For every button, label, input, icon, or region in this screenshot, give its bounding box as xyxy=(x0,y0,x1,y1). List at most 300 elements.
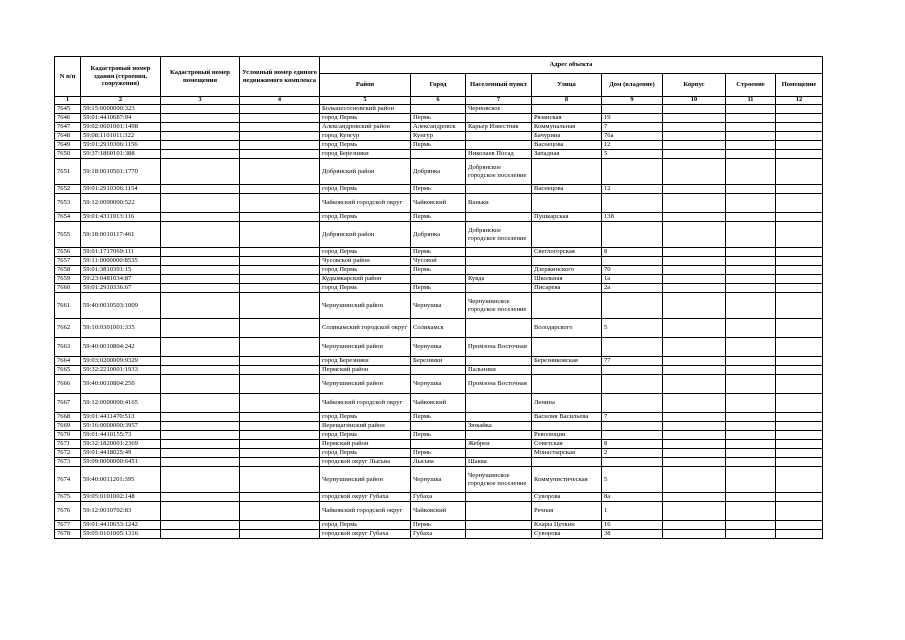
stroenie-cell xyxy=(726,194,776,213)
district-cell: городской округ Лысьва xyxy=(320,458,411,467)
settlement-cell: Черновское xyxy=(466,105,532,114)
cadastral-room-cell xyxy=(161,114,240,123)
conditional-number-cell xyxy=(240,132,320,141)
korpus-cell xyxy=(663,530,726,539)
stroenie-cell xyxy=(726,357,776,366)
table-row xyxy=(55,319,823,338)
row-number-cell: 7657 xyxy=(55,257,81,266)
table-row xyxy=(55,366,823,375)
street-cell xyxy=(532,458,602,467)
cadastral-number-cell: 59:11:0000000:8535 xyxy=(81,257,161,266)
pomeshenie-cell xyxy=(776,293,823,319)
cadastral-room-cell xyxy=(161,493,240,502)
cadastral-number-cell: 59:08:1101011:322 xyxy=(81,132,161,141)
street-cell: Светлогорская xyxy=(532,248,602,257)
cadastral-room-cell xyxy=(161,440,240,449)
row-number-cell: 7656 xyxy=(55,248,81,257)
city-cell: Пермь xyxy=(411,521,466,530)
table-row xyxy=(55,159,823,185)
row-number-cell: 7654 xyxy=(55,213,81,222)
column-number-cell: 6 xyxy=(411,97,466,105)
city-cell: Пермь xyxy=(411,114,466,123)
table-row xyxy=(55,493,823,502)
pomeshenie-cell xyxy=(776,338,823,357)
settlement-cell: Добрянское городское поселение xyxy=(466,222,532,248)
city-cell: Пермь xyxy=(411,141,466,150)
house-cell: 2а xyxy=(602,284,663,293)
korpus-cell xyxy=(663,338,726,357)
district-cell: город Пермь xyxy=(320,185,411,194)
city-cell: Березники xyxy=(411,357,466,366)
table-row xyxy=(55,357,823,366)
city-cell: Губаха xyxy=(411,530,466,539)
settlement-cell: Промзона Восточная xyxy=(466,338,532,357)
pomeshenie-cell xyxy=(776,394,823,413)
table-row xyxy=(55,150,823,159)
pomeshenie-cell xyxy=(776,467,823,493)
cadastral-number-cell: 59:15:0000000:323 xyxy=(81,105,161,114)
city-cell: Чернушка xyxy=(411,375,466,394)
house-cell: 5 xyxy=(602,150,663,159)
cadastral-room-cell xyxy=(161,375,240,394)
settlement-cell xyxy=(466,213,532,222)
stroenie-cell xyxy=(726,366,776,375)
city-cell: Чайковский xyxy=(411,194,466,213)
city-cell: Чайковский xyxy=(411,502,466,521)
district-cell: Соликамский городской округ xyxy=(320,319,411,338)
cadastral-number-cell: 59:32:2210001:1933 xyxy=(81,366,161,375)
settlement-cell: Промзона Восточная xyxy=(466,375,532,394)
cadastral-room-cell xyxy=(161,141,240,150)
stroenie-cell xyxy=(726,440,776,449)
house-cell: 1 xyxy=(602,502,663,521)
stroenie-cell xyxy=(726,449,776,458)
cadastral-room-cell xyxy=(161,422,240,431)
district-cell: Пермский район xyxy=(320,366,411,375)
korpus-cell xyxy=(663,319,726,338)
table-row xyxy=(55,132,823,141)
cadastral-number-cell: 59:12:0000000:4165 xyxy=(81,394,161,413)
stroenie-cell xyxy=(726,213,776,222)
settlement-cell xyxy=(466,132,532,141)
cadastral-room-cell xyxy=(161,213,240,222)
house-cell xyxy=(602,394,663,413)
korpus-cell xyxy=(663,213,726,222)
stroenie-cell xyxy=(726,467,776,493)
district-cell: город Пермь xyxy=(320,413,411,422)
cadastral-room-cell xyxy=(161,458,240,467)
conditional-number-cell xyxy=(240,275,320,284)
settlement-cell xyxy=(466,266,532,275)
street-cell: Западная xyxy=(532,150,602,159)
stroenie-cell xyxy=(726,293,776,319)
house-cell: 8а xyxy=(602,493,663,502)
column-number-cell: 7 xyxy=(466,97,532,105)
house-cell xyxy=(602,375,663,394)
pomeshenie-cell xyxy=(776,105,823,114)
table-row xyxy=(55,275,823,284)
street-cell: Володарского xyxy=(532,319,602,338)
city-cell: Пермь xyxy=(411,284,466,293)
row-number-cell: 7646 xyxy=(55,114,81,123)
stroenie-cell xyxy=(726,266,776,275)
column-number-cell: 11 xyxy=(726,97,776,105)
cadastral-number-cell: 59:01:4311913:116 xyxy=(81,213,161,222)
cadastral-number-cell: 59:18:0010501:1770 xyxy=(81,159,161,185)
row-number-cell: 7649 xyxy=(55,141,81,150)
korpus-cell xyxy=(663,132,726,141)
pomeshenie-cell xyxy=(776,357,823,366)
district-cell: город Пермь xyxy=(320,114,411,123)
settlement-cell xyxy=(466,431,532,440)
header-district: Район xyxy=(320,74,411,97)
settlement-cell: Зюкайка xyxy=(466,422,532,431)
street-cell xyxy=(532,257,602,266)
conditional-number-cell xyxy=(240,413,320,422)
pomeshenie-cell xyxy=(776,141,823,150)
street-cell: Школьная xyxy=(532,275,602,284)
table-row xyxy=(55,123,823,132)
cadastral-number-cell: 59:09:0000000:6451 xyxy=(81,458,161,467)
cadastral-room-cell xyxy=(161,248,240,257)
district-cell: Александровский район xyxy=(320,123,411,132)
city-cell: Пермь xyxy=(411,266,466,275)
korpus-cell xyxy=(663,222,726,248)
district-cell: городской округ Губаха xyxy=(320,530,411,539)
stroenie-cell xyxy=(726,284,776,293)
city-cell: Чернушка xyxy=(411,467,466,493)
row-number-cell: 7673 xyxy=(55,458,81,467)
row-number-cell: 7647 xyxy=(55,123,81,132)
korpus-cell xyxy=(663,194,726,213)
pomeshenie-cell xyxy=(776,440,823,449)
pomeshenie-cell xyxy=(776,213,823,222)
row-number-cell: 7653 xyxy=(55,194,81,213)
header-city: Город xyxy=(411,74,466,97)
stroenie-cell xyxy=(726,185,776,194)
cadastral-room-cell xyxy=(161,521,240,530)
street-cell xyxy=(532,338,602,357)
table-row xyxy=(55,530,823,539)
settlement-cell xyxy=(466,141,532,150)
column-number-cell: 9 xyxy=(602,97,663,105)
city-cell: Пермь xyxy=(411,213,466,222)
korpus-cell xyxy=(663,141,726,150)
conditional-number-cell xyxy=(240,530,320,539)
conditional-number-cell xyxy=(240,150,320,159)
row-number-cell: 7651 xyxy=(55,159,81,185)
cadastral-number-cell: 59:18:0010117:461 xyxy=(81,222,161,248)
settlement-cell: Карьер Известняк xyxy=(466,123,532,132)
street-cell: Писарева xyxy=(532,284,602,293)
pomeshenie-cell xyxy=(776,123,823,132)
city-cell: Пермь xyxy=(411,449,466,458)
cadastral-number-cell: 59:01:2910336:67 xyxy=(81,284,161,293)
conditional-number-cell xyxy=(240,293,320,319)
street-cell: Суворова xyxy=(532,493,602,502)
column-number-row xyxy=(55,97,823,105)
settlement-cell xyxy=(466,284,532,293)
conditional-number-cell xyxy=(240,502,320,521)
city-cell: Александровск xyxy=(411,123,466,132)
table-row xyxy=(55,222,823,248)
pomeshenie-cell xyxy=(776,422,823,431)
cadastral-number-cell: 59:16:0000000:3957 xyxy=(81,422,161,431)
street-cell xyxy=(532,222,602,248)
korpus-cell xyxy=(663,467,726,493)
conditional-number-cell xyxy=(240,467,320,493)
stroenie-cell xyxy=(726,530,776,539)
cadastral-number-cell: 59:01:4410687:94 xyxy=(81,114,161,123)
cadastral-room-cell xyxy=(161,357,240,366)
row-number-cell: 7667 xyxy=(55,394,81,413)
cadastral-number-cell: 59:03:0200009:9329 xyxy=(81,357,161,366)
settlement-cell xyxy=(466,502,532,521)
korpus-cell xyxy=(663,394,726,413)
city-cell xyxy=(411,150,466,159)
settlement-cell: Николаев Посад xyxy=(466,150,532,159)
column-number-cell: 1 xyxy=(55,97,81,105)
conditional-number-cell xyxy=(240,375,320,394)
house-cell: 12 xyxy=(602,185,663,194)
cadastral-number-cell: 59:32:1820001:2369 xyxy=(81,440,161,449)
district-cell: Чайковский городской округ xyxy=(320,394,411,413)
stroenie-cell xyxy=(726,132,776,141)
settlement-cell: Кувда xyxy=(466,275,532,284)
city-cell: Пермь xyxy=(411,413,466,422)
table-row xyxy=(55,521,823,530)
street-cell xyxy=(532,159,602,185)
row-number-cell: 7675 xyxy=(55,493,81,502)
street-cell: Васнецова xyxy=(532,185,602,194)
korpus-cell xyxy=(663,366,726,375)
conditional-number-cell xyxy=(240,123,320,132)
settlement-cell xyxy=(466,413,532,422)
conditional-number-cell xyxy=(240,493,320,502)
cadastral-room-cell xyxy=(161,105,240,114)
district-cell: город Кунгур xyxy=(320,132,411,141)
korpus-cell xyxy=(663,114,726,123)
table-row xyxy=(55,338,823,357)
district-cell: Чернушинский район xyxy=(320,338,411,357)
house-cell: 138 xyxy=(602,213,663,222)
cadastral-room-cell xyxy=(161,257,240,266)
cadastral-number-cell: 59:01:1717069:111 xyxy=(81,248,161,257)
settlement-cell xyxy=(466,185,532,194)
row-number-cell: 7662 xyxy=(55,319,81,338)
house-cell xyxy=(602,366,663,375)
row-number-cell: 7678 xyxy=(55,530,81,539)
pomeshenie-cell xyxy=(776,275,823,284)
house-cell: 19 xyxy=(602,114,663,123)
stroenie-cell xyxy=(726,502,776,521)
settlement-cell: Ваньки xyxy=(466,194,532,213)
stroenie-cell xyxy=(726,338,776,357)
cadastral-number-cell: 59:12:0010702:83 xyxy=(81,502,161,521)
stroenie-cell xyxy=(726,431,776,440)
table-row xyxy=(55,213,823,222)
stroenie-cell xyxy=(726,248,776,257)
stroenie-cell xyxy=(726,141,776,150)
cadastral-number-cell: 59:23:0481034:87 xyxy=(81,275,161,284)
district-cell: город Пермь xyxy=(320,449,411,458)
stroenie-cell xyxy=(726,458,776,467)
settlement-cell: Жебреи xyxy=(466,440,532,449)
cadastral-number-cell: 59:01:2910306:1156 xyxy=(81,141,161,150)
city-cell: Пермь xyxy=(411,185,466,194)
stroenie-cell xyxy=(726,319,776,338)
cadastral-room-cell xyxy=(161,284,240,293)
column-number-cell: 3 xyxy=(161,97,240,105)
conditional-number-cell xyxy=(240,114,320,123)
cadastral-number-cell: 59:40:0011201:395 xyxy=(81,467,161,493)
cadastral-room-cell xyxy=(161,338,240,357)
korpus-cell xyxy=(663,293,726,319)
house-cell: 2 xyxy=(602,449,663,458)
registry-sheet xyxy=(54,56,823,539)
column-number-cell: 8 xyxy=(532,97,602,105)
header-pomeshenie: Помещение xyxy=(776,74,823,97)
conditional-number-cell xyxy=(240,449,320,458)
table-row xyxy=(55,502,823,521)
column-number-cell: 10 xyxy=(663,97,726,105)
district-cell: Добрянский район xyxy=(320,159,411,185)
table-row xyxy=(55,266,823,275)
header-cadastral-building: Кадастровый номер здания (строения, сооружения) xyxy=(81,57,161,97)
cadastral-number-cell: 59:05:0101005:1316 xyxy=(81,530,161,539)
district-cell: Чернушинский район xyxy=(320,375,411,394)
district-cell: Кудымкарский район xyxy=(320,275,411,284)
house-cell xyxy=(602,105,663,114)
row-number-cell: 7669 xyxy=(55,422,81,431)
stroenie-cell xyxy=(726,275,776,284)
header-conditional-number: Условный номер единого недвижимого комплекса xyxy=(240,57,320,97)
settlement-cell xyxy=(466,357,532,366)
table-row xyxy=(55,449,823,458)
district-cell: Чайковский городской округ xyxy=(320,194,411,213)
pomeshenie-cell xyxy=(776,458,823,467)
street-cell: Речная xyxy=(532,502,602,521)
conditional-number-cell xyxy=(240,394,320,413)
city-cell: Чернушка xyxy=(411,293,466,319)
street-cell xyxy=(532,366,602,375)
settlement-cell xyxy=(466,319,532,338)
city-cell: Кунгур xyxy=(411,132,466,141)
table-row xyxy=(55,194,823,213)
cadastral-room-cell xyxy=(161,266,240,275)
district-cell: город Пермь xyxy=(320,266,411,275)
column-number-cell: 4 xyxy=(240,97,320,105)
table-row xyxy=(55,257,823,266)
korpus-cell xyxy=(663,357,726,366)
stroenie-cell xyxy=(726,123,776,132)
pomeshenie-cell xyxy=(776,449,823,458)
street-cell: Бачурина xyxy=(532,132,602,141)
table-row xyxy=(55,458,823,467)
cadastral-number-cell: 59:01:4410155:73 xyxy=(81,431,161,440)
cadastral-number-cell: 59:40:0010503:1009 xyxy=(81,293,161,319)
cadastral-room-cell xyxy=(161,431,240,440)
korpus-cell xyxy=(663,257,726,266)
settlement-cell xyxy=(466,521,532,530)
cadastral-room-cell xyxy=(161,150,240,159)
table-row xyxy=(55,105,823,114)
house-cell xyxy=(602,159,663,185)
street-cell xyxy=(532,105,602,114)
table-row xyxy=(55,114,823,123)
street-cell: Коммунистическая xyxy=(532,467,602,493)
header-cadastral-room: Кадастровый номер помещения xyxy=(161,57,240,97)
pomeshenie-cell xyxy=(776,159,823,185)
house-cell: 8 xyxy=(602,440,663,449)
korpus-cell xyxy=(663,150,726,159)
pomeshenie-cell xyxy=(776,521,823,530)
korpus-cell xyxy=(663,521,726,530)
cadastral-number-cell: 59:01:4410653:1242 xyxy=(81,521,161,530)
settlement-cell xyxy=(466,114,532,123)
settlement-cell: Шаква xyxy=(466,458,532,467)
street-cell: Пушкарская xyxy=(532,213,602,222)
district-cell: Верещагинский район xyxy=(320,422,411,431)
cadastral-number-cell: 59:40:0010804:242 xyxy=(81,338,161,357)
cadastral-room-cell xyxy=(161,159,240,185)
conditional-number-cell xyxy=(240,431,320,440)
house-cell: 38 xyxy=(602,530,663,539)
conditional-number-cell xyxy=(240,521,320,530)
cadastral-room-cell xyxy=(161,123,240,132)
district-cell: город Березники xyxy=(320,357,411,366)
house-cell: 7 xyxy=(602,123,663,132)
street-cell: Суворова xyxy=(532,530,602,539)
conditional-number-cell xyxy=(240,338,320,357)
row-number-cell: 7674 xyxy=(55,467,81,493)
korpus-cell xyxy=(663,159,726,185)
header-street: Улица xyxy=(532,74,602,97)
header-korpus: Корпус xyxy=(663,74,726,97)
pomeshenie-cell xyxy=(776,431,823,440)
pomeshenie-cell xyxy=(776,413,823,422)
cadastral-number-cell: 59:01:2910306:1154 xyxy=(81,185,161,194)
city-cell xyxy=(411,366,466,375)
column-number-cell: 5 xyxy=(320,97,411,105)
row-number-cell: 7652 xyxy=(55,185,81,194)
house-cell: 77 xyxy=(602,357,663,366)
street-cell: Монастырская xyxy=(532,449,602,458)
district-cell: Большесосновский район xyxy=(320,105,411,114)
conditional-number-cell xyxy=(240,366,320,375)
district-cell: Добрянский район xyxy=(320,222,411,248)
header-stroenie: Строение xyxy=(726,74,776,97)
city-cell xyxy=(411,105,466,114)
conditional-number-cell xyxy=(240,319,320,338)
korpus-cell xyxy=(663,422,726,431)
korpus-cell xyxy=(663,458,726,467)
cadastral-room-cell xyxy=(161,394,240,413)
row-number-cell: 7658 xyxy=(55,266,81,275)
settlement-cell xyxy=(466,449,532,458)
conditional-number-cell xyxy=(240,185,320,194)
cadastral-number-cell: 59:40:0010804:250 xyxy=(81,375,161,394)
cadastral-room-cell xyxy=(161,293,240,319)
row-number-cell: 7671 xyxy=(55,440,81,449)
district-cell: Чайковский городской округ xyxy=(320,502,411,521)
row-number-cell: 7677 xyxy=(55,521,81,530)
house-cell: 16 xyxy=(602,521,663,530)
street-cell: Клары Цеткин xyxy=(532,521,602,530)
table-row xyxy=(55,185,823,194)
column-number-cell: 12 xyxy=(776,97,823,105)
conditional-number-cell xyxy=(240,257,320,266)
